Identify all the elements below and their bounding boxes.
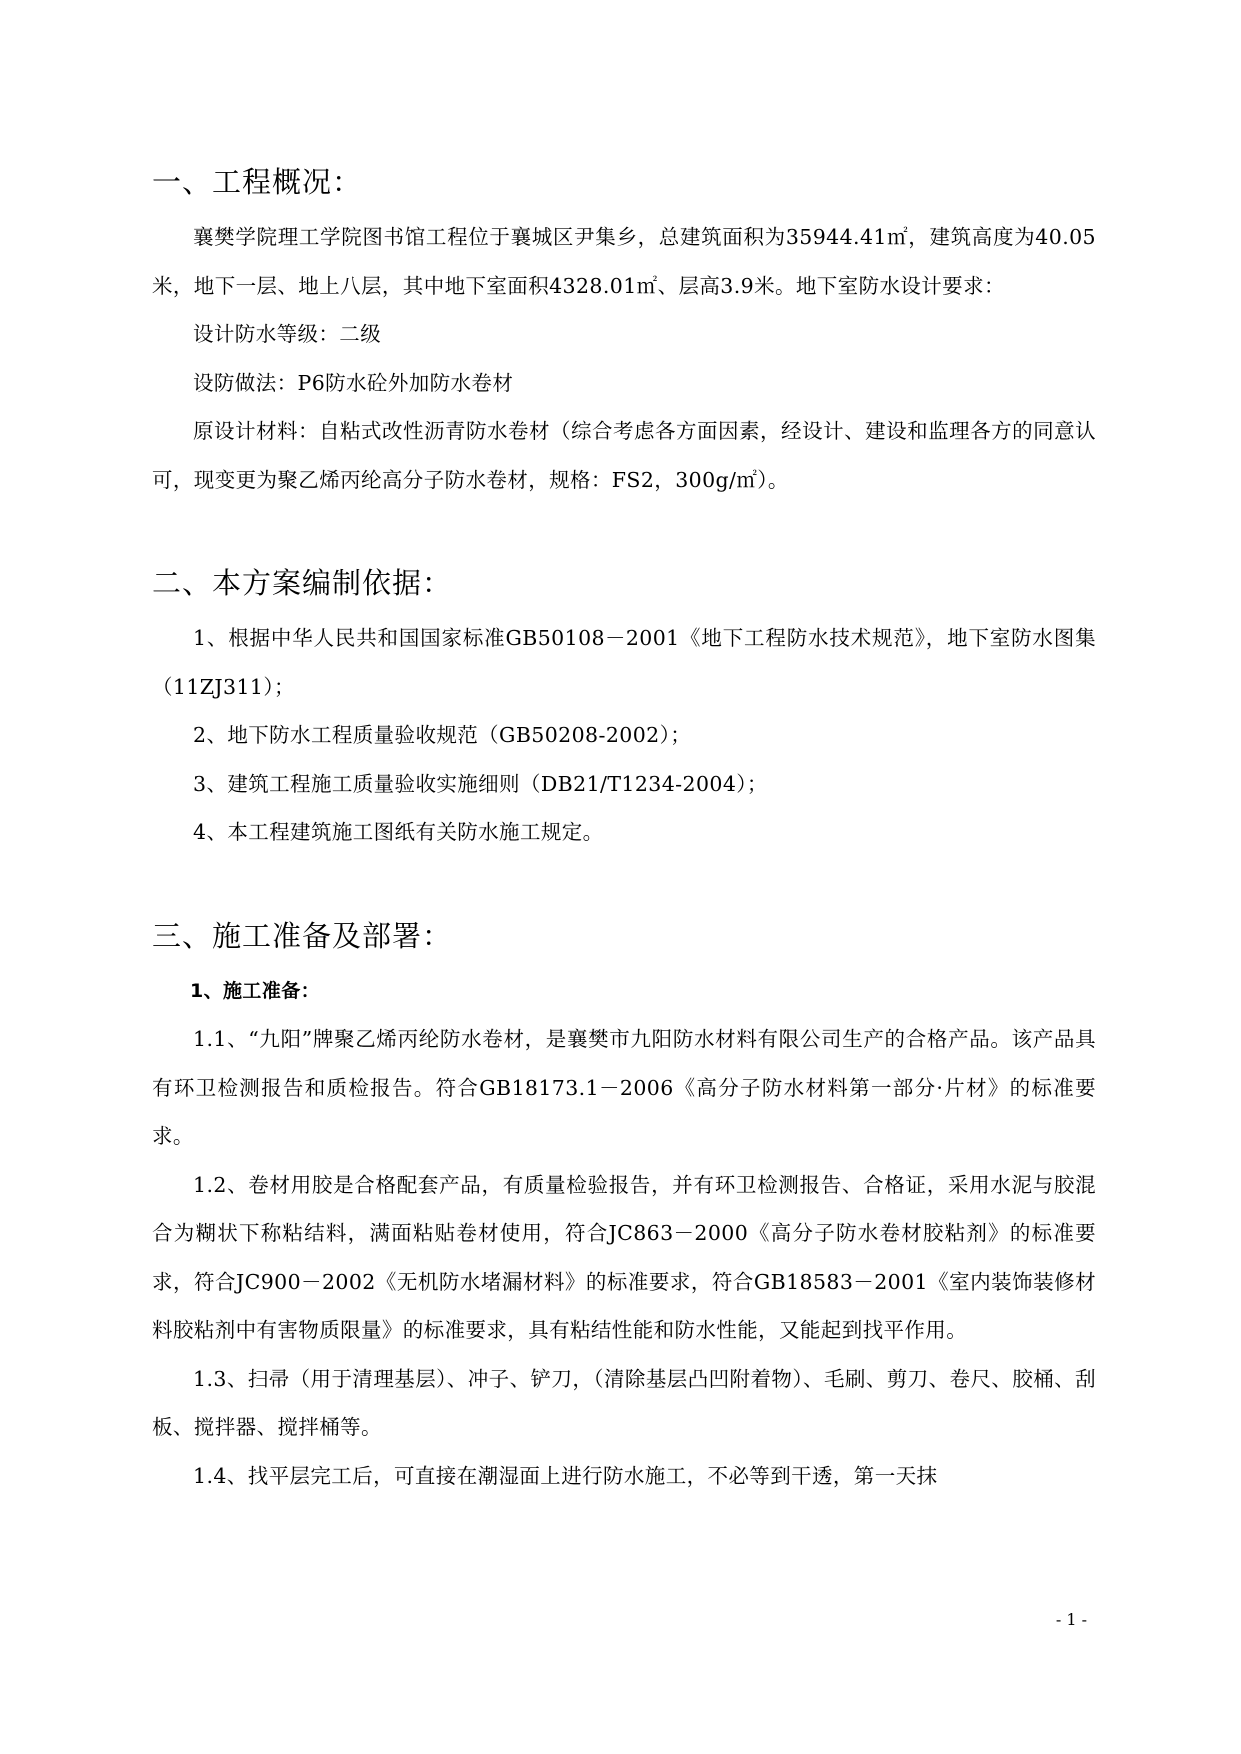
paragraph: 1.1、“九阳”牌聚乙烯丙纶防水卷材，是襄樊市九阳防水材料有限公司生产的合格产品。该产品具有环卫检测报告和质检报告。符合GB18173.1－2006《高分子防水材料第一部分·片材》的标准要求。 (152, 1027, 1096, 1148)
paragraph: 1、根据中华人民共和国国家标准GB50108－2001《地下工程防水技术规范》，地下室防水图集（11ZJ311）； (152, 626, 1096, 699)
paragraph: 原设计材料：自粘式改性沥青防水卷材（综合考虑各方面因素，经设计、建设和监理各方的同意认可，现变更为聚乙烯丙纶高分子防水卷材，规格：FS2，300g/㎡）。 (152, 419, 1096, 492)
paragraph: 1.3、扫帚（用于清理基层）、冲子、铲刀，（清除基层凸凹附着物）、毛刷、剪刀、卷尺、胶桶、刮板、搅拌器、搅拌桶等。 (152, 1366, 1096, 1439)
paragraph: 襄樊学院理工学院图书馆工程位于襄城区尹集乡，总建筑面积为35944.41㎡，建筑高度为40.05米，地下一层、地上八层，其中地下室面积4328.01㎡、层高3.9米。地下室防水设计要求： (152, 225, 1096, 298)
section-heading-preparation: 三、施工准备及部署： (152, 918, 453, 953)
paragraph: 3、建筑工程施工质量验收实施细则（DB21/T1234-2004）； (193, 771, 768, 796)
paragraph: 1.2、卷材用胶是合格配套产品，有质量检验报告，并有环卫检测报告、合格证，采用水泥与胶混合为糊状下称粘结料，满面粘贴卷材使用，符合JC863－2000《高分子防水卷材胶粘剂》的标准要求，符合JC900－2002《无机防水堵漏材料》的标准要求，符合GB18583－2001《室内装饰装修材料胶粘剂中有害物质限量》的标准要求，具有粘结性能和防水性能，又能起到找平作用。 (152, 1172, 1096, 1342)
paragraph: 设防做法：P6防水砼外加防水卷材 (193, 370, 514, 395)
page-number: - 1 - (1055, 1610, 1087, 1629)
paragraph: 2、地下防水工程质量验收规范（GB50208-2002）； (193, 723, 692, 747)
subheading: 1、施工准备： (190, 979, 321, 1002)
paragraph: 设计防水等级：二级 (193, 322, 382, 346)
paragraph: 1.4、找平层完工后，可直接在潮湿面上进行防水施工，不必等到干透，第一天抹 (193, 1463, 938, 1488)
section-heading-basis: 二、本方案编制依据： (152, 566, 453, 600)
section-heading-overview: 一、工程概况： (152, 165, 363, 199)
paragraph: 4、本工程建筑施工图纸有关防水施工规定。 (193, 820, 604, 844)
document-body (152, 155, 1096, 1500)
